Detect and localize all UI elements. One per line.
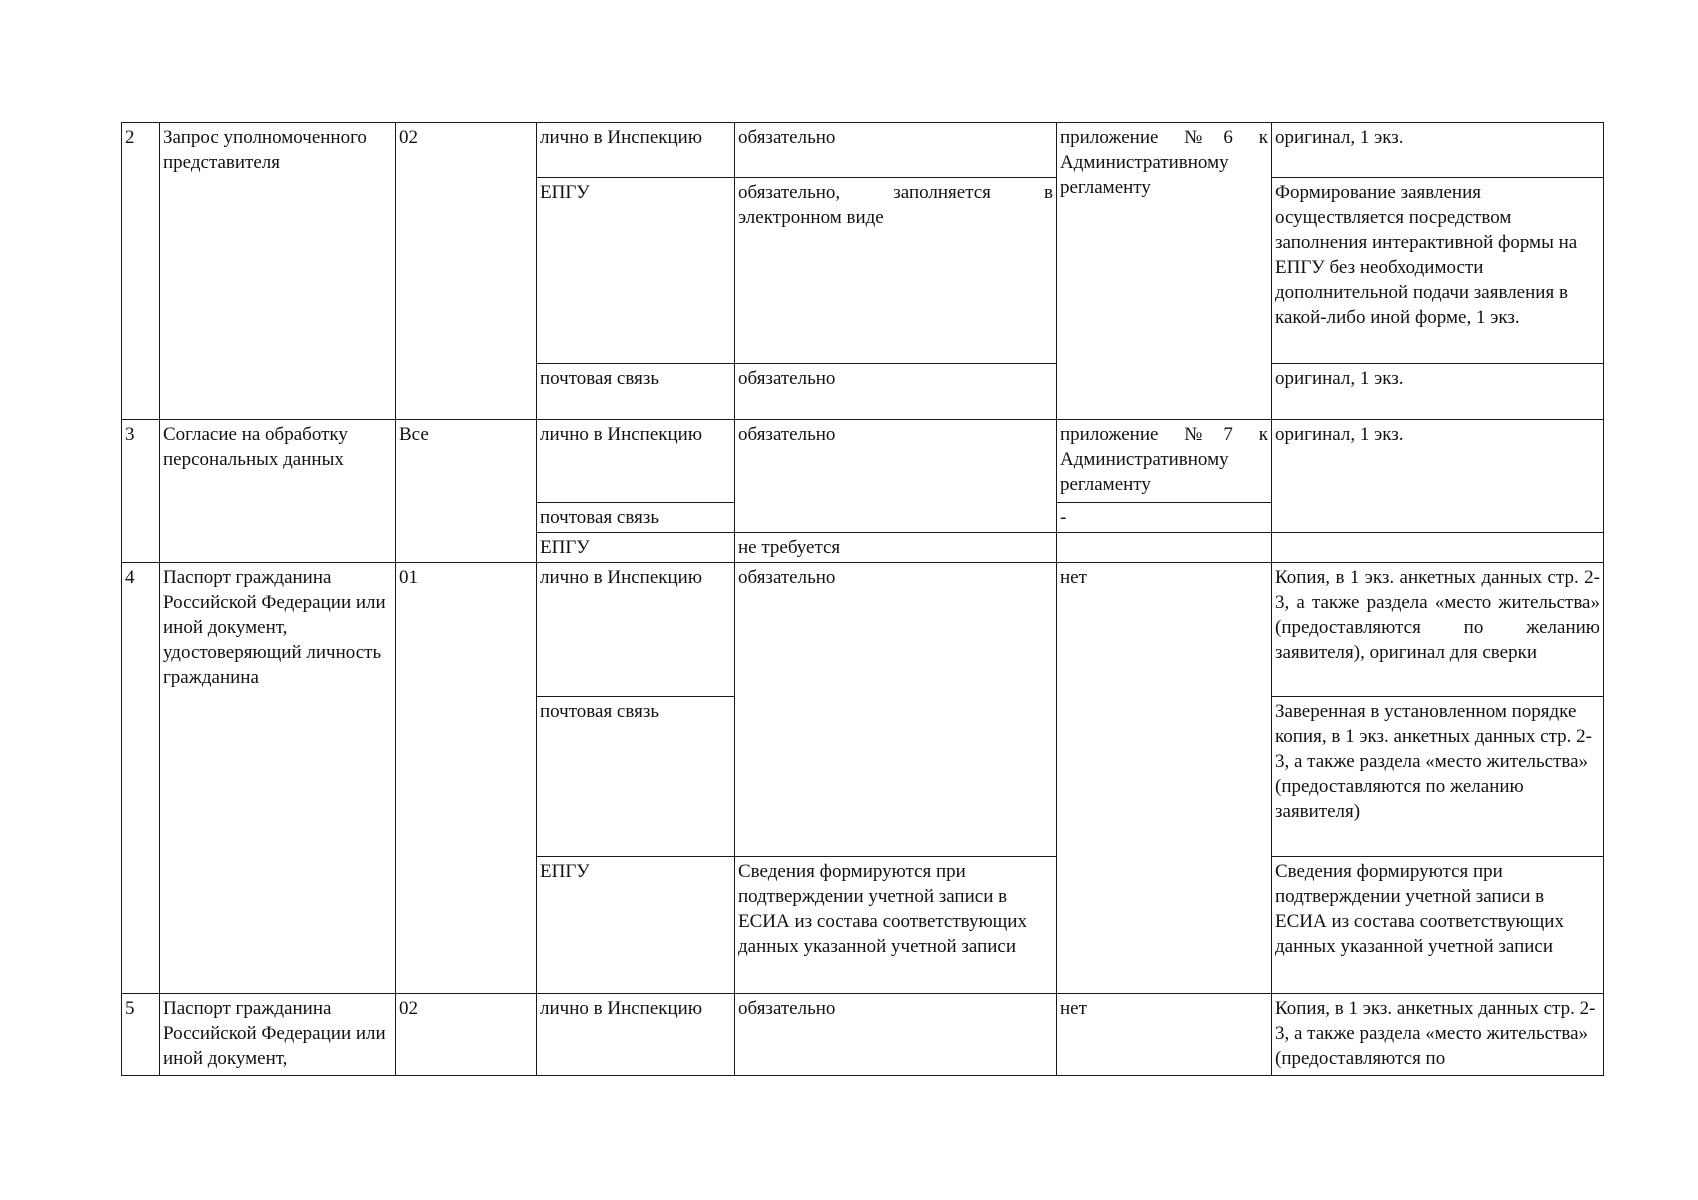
document-type: оригинал, 1 экз. bbox=[1272, 364, 1604, 420]
document-name: Согласие на обработку персональных данных bbox=[160, 420, 396, 563]
document-name: Запрос уполномоченного представителя bbox=[160, 123, 396, 420]
form-reference bbox=[1057, 533, 1272, 563]
submission-method: ЕПГУ bbox=[537, 533, 735, 563]
table-row bbox=[122, 420, 1604, 503]
document-type bbox=[1272, 533, 1604, 563]
document-name: Паспорт гражданина Российской Федерации или иной документ, bbox=[160, 994, 396, 1076]
applicant-category: Все bbox=[396, 420, 537, 563]
document-type: Копия, в 1 экз. анкетных данных стр. 2-3, а также раздела «место жительства» (предоставляются по желанию заявителя), оригинал для сверки bbox=[1272, 563, 1604, 697]
submission-method: почтовая связь bbox=[537, 697, 735, 857]
submission-method: лично в Инспекцию bbox=[537, 994, 735, 1076]
submission-method: почтовая связь bbox=[537, 503, 735, 533]
submission-method: ЕПГУ bbox=[537, 178, 735, 364]
row-number: 2 bbox=[122, 123, 160, 420]
row-number: 5 bbox=[122, 994, 160, 1076]
document-type: оригинал, 1 экз. bbox=[1272, 123, 1604, 178]
row-number: 4 bbox=[122, 563, 160, 994]
obligation: обязательно bbox=[735, 563, 1057, 857]
applicant-category: 02 bbox=[396, 994, 537, 1076]
table-row bbox=[122, 123, 1604, 178]
applicant-category: 02 bbox=[396, 123, 537, 420]
form-reference: - bbox=[1057, 503, 1272, 533]
obligation: Сведения формируются при подтверждении учетной записи в ЕСИА из состава соответствующих данных указанной учетной записи bbox=[735, 857, 1057, 994]
submission-method: почтовая связь bbox=[537, 364, 735, 420]
table-row bbox=[122, 563, 1604, 697]
submission-method: ЕПГУ bbox=[537, 857, 735, 994]
obligation: обязательно bbox=[735, 364, 1057, 420]
document-type: Заверенная в установленном порядке копия, в 1 экз. анкетных данных стр. 2-3, а также раздела «место жительства» (предоставляются по желанию заявителя) bbox=[1272, 697, 1604, 857]
obligation: обязательно bbox=[735, 994, 1057, 1076]
form-reference: приложение №6 к Административному регламенту bbox=[1057, 123, 1272, 420]
form-reference: нет bbox=[1057, 563, 1272, 994]
document-type: Копия, в 1 экз. анкетных данных стр. 2-3, а также раздела «место жительства» (предоставляются по bbox=[1272, 994, 1604, 1076]
table-row bbox=[122, 994, 1604, 1076]
form-reference: приложение №7 к Административному регламенту bbox=[1057, 420, 1272, 503]
obligation: обязательно, заполняется в электронном виде bbox=[735, 178, 1057, 364]
document-type: Формирование заявления осуществляется посредством заполнения интерактивной формы на ЕПГУ без необходимости дополнительной подачи заявления в какой-либо иной форме, 1 экз. bbox=[1272, 178, 1604, 364]
obligation: обязательно bbox=[735, 420, 1057, 533]
documents-table bbox=[121, 122, 1604, 1076]
submission-method: лично в Инспекцию bbox=[537, 420, 735, 503]
obligation: не требуется bbox=[735, 533, 1057, 563]
submission-method: лично в Инспекцию bbox=[537, 563, 735, 697]
document-type: оригинал, 1 экз. bbox=[1272, 420, 1604, 533]
submission-method: лично в Инспекцию bbox=[537, 123, 735, 178]
document-type: Сведения формируются при подтверждении учетной записи в ЕСИА из состава соответствующих данных указанной учетной записи bbox=[1272, 857, 1604, 994]
obligation: обязательно bbox=[735, 123, 1057, 178]
applicant-category: 01 bbox=[396, 563, 537, 994]
form-reference: нет bbox=[1057, 994, 1272, 1076]
document-name: Паспорт гражданина Российской Федерации или иной документ, удостоверяющий личность гражданина bbox=[160, 563, 396, 994]
row-number: 3 bbox=[122, 420, 160, 563]
